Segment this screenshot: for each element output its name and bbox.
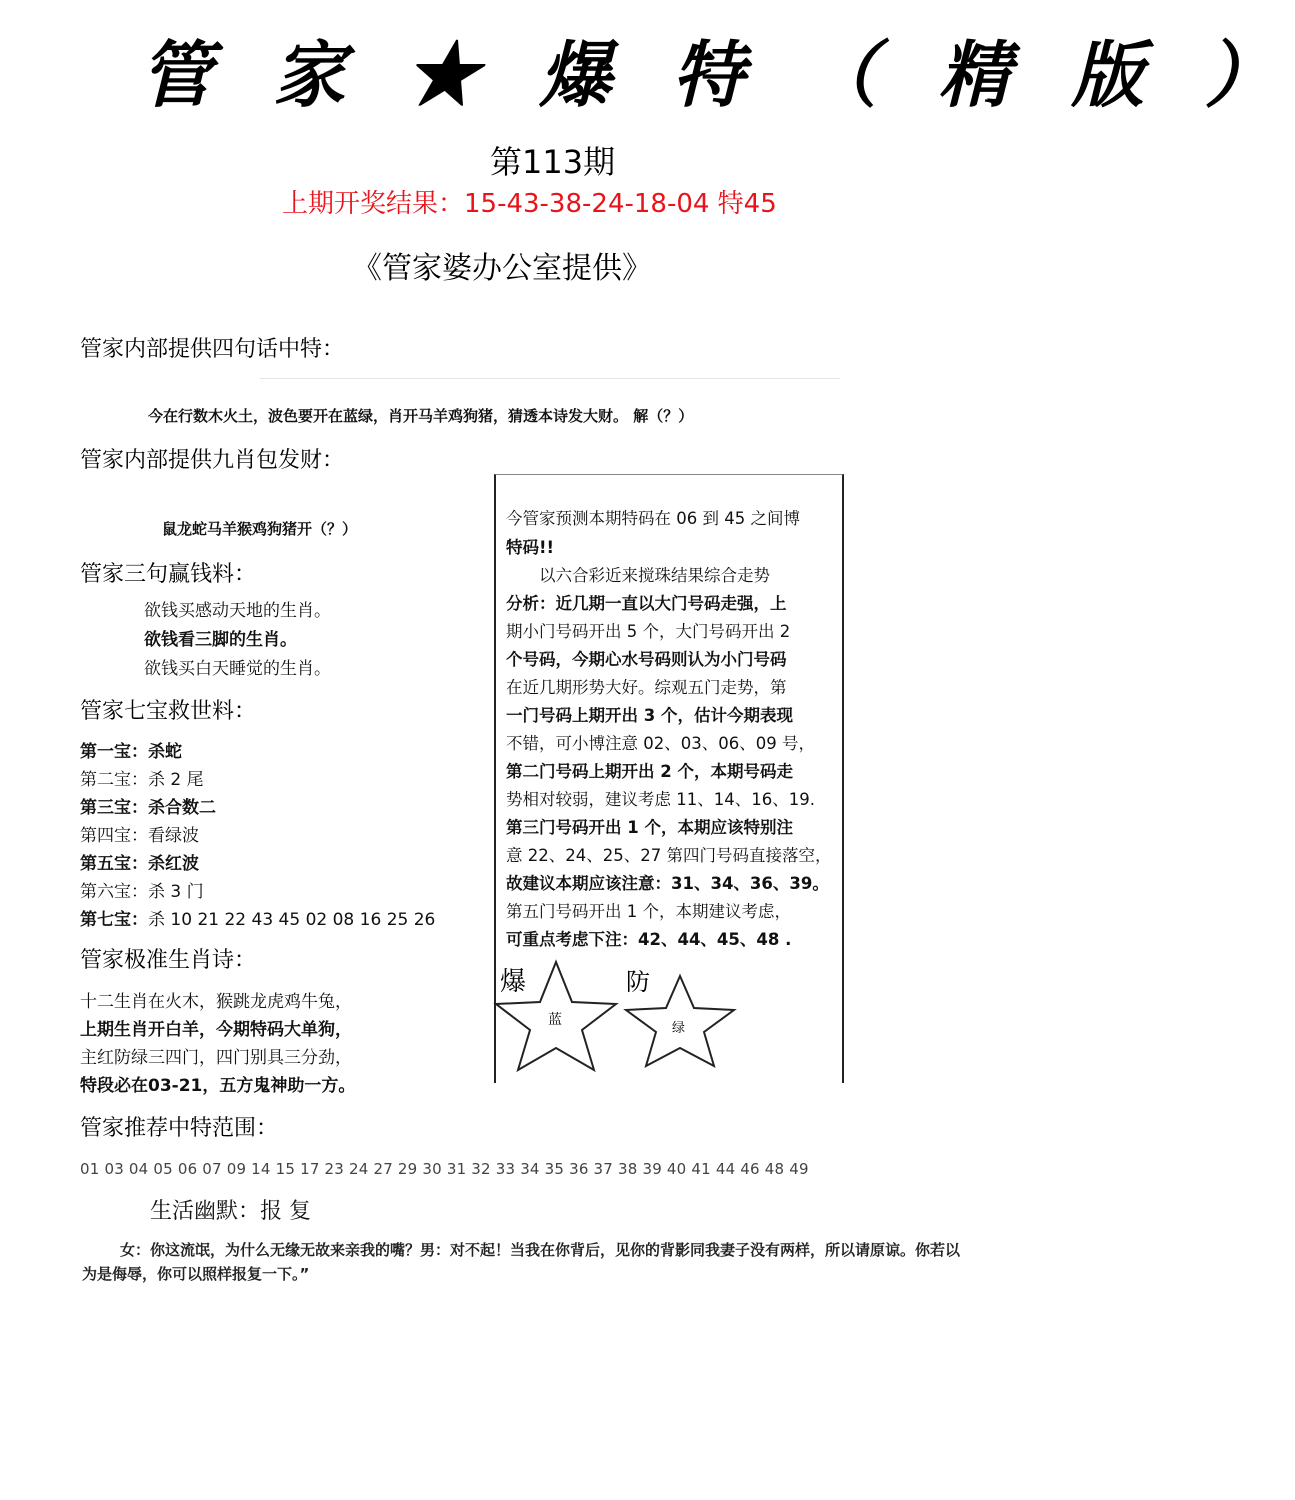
- divider-line: [260, 378, 840, 379]
- provider-credit: 《管家婆办公室提供》: [352, 251, 652, 286]
- range-numbers: 01 03 04 05 06 07 09 14 15 17 23 24 27 29 30 31 32 33 34 35 36 37 38 39 40 41 44 46 48 49: [80, 1160, 809, 1178]
- analysis-line: 第五门号码开出 1 个，本期建议考虑，: [506, 902, 791, 921]
- poem-line-2: 上期生肖开白羊，今期特码大单狗，: [80, 1020, 352, 1040]
- issue-number: 第113期: [490, 143, 616, 181]
- treasure-item-3: 第三宝：杀合数二: [80, 798, 216, 818]
- star-right-label: 防: [626, 968, 650, 996]
- analysis-line: 在近几期形势大好。综观五门走势，第: [506, 678, 787, 697]
- three-sentence-line-3: 欲钱买白天睡觉的生肖。: [144, 659, 331, 679]
- analysis-line: 第三门号码开出 1 个，本期应该特别注: [506, 818, 793, 837]
- four-sentence-text: 今在行数木火土，波色要开在蓝绿，肖开马羊鸡狗猪，猜透本诗发大财。 解（？）: [148, 407, 694, 425]
- treasure-item-4: 第四宝：看绿波: [80, 826, 199, 846]
- analysis-line: 今管家预测本期特码在 06 到 45 之间博: [506, 509, 800, 528]
- zodiac-poem-heading: 管家极准生肖诗：: [80, 948, 257, 973]
- analysis-line: 意 22、24、25、27 第四门号码直接落空，: [506, 846, 832, 865]
- analysis-line: 可重点考虑下注：42、44、45、48 .: [506, 930, 792, 949]
- analysis-line: 一门号码上期开出 3 个，估计今期表现: [506, 706, 793, 725]
- seven-treasure-heading: 管家七宝救世料：: [80, 699, 257, 724]
- poem-line-4: 特段必在03-21，五方鬼神助一方。: [80, 1076, 356, 1096]
- treasure-item-2: 第二宝：杀 2 尾: [80, 770, 204, 790]
- star-right-inner: 绿: [672, 1021, 686, 1036]
- star-left-inner: 蓝: [548, 1012, 562, 1028]
- treasure-item-1: 第一宝：杀蛇: [80, 742, 182, 762]
- humor-title: 生活幽默：报 复: [150, 1199, 311, 1224]
- analysis-line: 期小门号码开出 5 个，大门号码开出 2: [506, 622, 791, 641]
- analysis-line: 分析：近几期一直以大门号码走强，上: [506, 594, 787, 613]
- stars-graphic: [496, 958, 746, 1078]
- analysis-line: 不错，可小博注意 02、03、06、09 号，: [506, 734, 815, 753]
- poem-line-1: 十二生肖在火木，猴跳龙虎鸡牛兔，: [80, 992, 352, 1012]
- analysis-line: 以六合彩近来搅珠结果综合走势: [506, 566, 770, 585]
- three-sentence-line-2: 欲钱看三脚的生肖。: [144, 630, 297, 650]
- last-draw-result: 上期开奖结果：15-43-38-24-18-04 特45: [282, 189, 777, 219]
- analysis-line: 势相对较弱，建议考虑 11、14、16、19.: [506, 790, 815, 809]
- poem-line-3: 主红防绿三四门，四门别具三分劲，: [80, 1048, 352, 1068]
- humor-text: 女：你这流氓，为什么无缘无故来亲我的嘴？男：对不起！当我在你背后，见你的背影同我妻子没有两样，所以请原谅。你若以为是侮辱，你可以照样报复一下。”: [82, 1241, 961, 1283]
- nine-zodiac-text: 鼠龙蛇马羊猴鸡狗猪开（？）: [162, 520, 358, 538]
- treasure-item-7: 第七宝：杀 10 21 22 43 45 02 08 16 25 26: [80, 910, 436, 930]
- analysis-line: 个号码，今期心水号码则认为小门号码: [506, 650, 787, 669]
- treasure-item-5: 第五宝：杀红波: [80, 854, 199, 874]
- three-sentence-line-1: 欲钱买感动天地的生肖。: [144, 601, 331, 621]
- analysis-line: 故建议本期应该注意：31、34、36、39。: [506, 874, 829, 893]
- three-sentence-heading: 管家三句赢钱料：: [80, 562, 257, 587]
- analysis-line: 第二门号码上期开出 2 个，本期号码走: [506, 762, 793, 781]
- four-sentence-heading: 管家内部提供四句话中特：: [80, 337, 345, 362]
- nine-zodiac-heading: 管家内部提供九肖包发财：: [80, 448, 345, 473]
- star-left-label: 爆: [500, 967, 527, 997]
- page-title: 管 家 ★ 爆 特 （ 精 版 ）: [140, 32, 1295, 117]
- treasure-item-6: 第六宝：杀 3 门: [80, 882, 204, 902]
- analysis-line: 特码!!: [506, 538, 555, 557]
- range-heading: 管家推荐中特范围：: [80, 1116, 279, 1141]
